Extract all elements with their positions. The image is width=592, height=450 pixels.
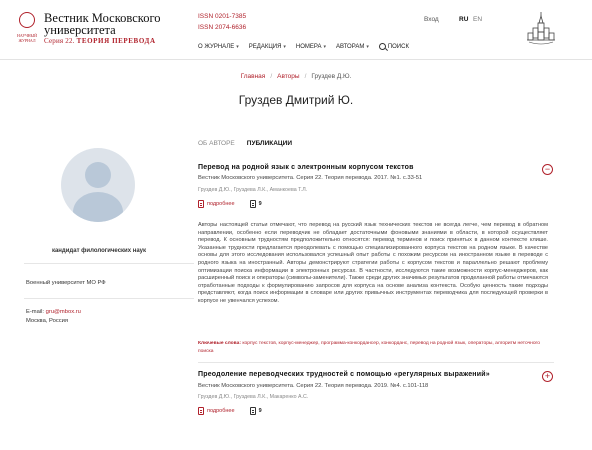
more-link[interactable]: подробнее <box>207 201 235 207</box>
nav-label: АВТОРАМ <box>336 43 365 50</box>
nav-label: РЕДАКЦИЯ <box>248 43 282 50</box>
breadcrumb-current: Груздев Д.Ю. <box>311 73 352 80</box>
breadcrumb-authors[interactable]: Авторы <box>277 73 300 80</box>
email-label: E-mail: <box>26 309 45 315</box>
more-link[interactable]: подробнее <box>207 408 235 414</box>
issn-print: ISSN 0201-7385 <box>198 13 247 20</box>
chevron-down-icon: ▾ <box>366 43 369 50</box>
page-title: Груздев Дмитрий Ю. <box>238 93 354 107</box>
tab-about[interactable]: ОБ АВТОРЕ <box>198 140 235 147</box>
journal-emblem-icon[interactable] <box>16 12 38 46</box>
divider <box>24 298 194 299</box>
emblem-caption: НАУЧНЫЙ ЖУРНАЛ <box>16 33 38 43</box>
journal-series <box>44 37 156 45</box>
nav-issues[interactable] <box>296 44 326 50</box>
article-meta: Вестник Московского университета. Серия 22. Теория перевода. 2019. №4. с.101-118 <box>198 383 429 389</box>
chevron-down-icon: ▾ <box>236 43 239 50</box>
pdf-icon[interactable] <box>198 407 204 415</box>
email-line <box>26 309 81 315</box>
series-name: ТЕОРИЯ ПЕРЕВОДА <box>76 37 156 45</box>
divider <box>198 362 554 363</box>
university-building-icon[interactable] <box>525 11 557 47</box>
collapse-button[interactable]: − <box>542 164 553 175</box>
main-nav <box>198 43 409 50</box>
search-button[interactable] <box>379 43 409 50</box>
nav-label: НОМЕРА <box>295 43 322 50</box>
pdf-icon[interactable] <box>198 200 204 208</box>
avatar-body-shape <box>73 192 123 222</box>
city: Москва, Россия <box>26 318 69 324</box>
article-actions <box>198 200 262 208</box>
lang-en[interactable]: EN <box>473 16 483 23</box>
breadcrumb-separator: / <box>270 73 273 80</box>
tab-publications[interactable]: ПУБЛИКАЦИИ <box>246 140 292 147</box>
nav-label: О ЖУРНАЛЕ <box>198 43 235 50</box>
site-header <box>0 0 592 60</box>
article-authors: Груздев Д.Ю., Груздева Л.К., Макаренко А.С. <box>198 394 309 400</box>
email-link[interactable]: gru@mbox.ru <box>45 309 81 315</box>
article-keywords <box>198 340 550 355</box>
keywords-list: корпус текстов, корпус-менеджер, программа-конкордансер, конкорданс, перевод на родной язык, операторы, алгоритм неточного поиска <box>198 341 540 354</box>
article-authors: Груздев Д.Ю., Груздева Л.К., Аманкоева Т.Л. <box>198 187 308 193</box>
breadcrumb <box>0 73 592 80</box>
article-meta: Вестник Московского университета. Серия 22. Теория перевода. 2017. №1. с.33-51 <box>198 175 423 181</box>
login-link[interactable]: Вход <box>424 16 439 23</box>
article-title[interactable]: Перевод на родной язык с электронным корпусом текстов <box>198 164 414 171</box>
search-icon <box>379 43 386 50</box>
expand-button[interactable]: + <box>542 371 553 382</box>
nav-for-authors[interactable] <box>336 44 369 50</box>
series-prefix: Серия 22. <box>44 37 75 45</box>
article-title[interactable]: Преодоление переводческих трудностей с помощью «регулярных выражений» <box>198 371 490 378</box>
academic-degree: кандидат филологических наук <box>51 248 147 254</box>
document-icon <box>250 200 256 208</box>
breadcrumb-separator: / <box>304 73 307 80</box>
organization: Военный университет МО РФ <box>26 280 106 286</box>
journal-title[interactable]: Вестник Московского университета <box>44 11 161 37</box>
avatar <box>61 148 135 222</box>
keywords-label: Ключевые слова: <box>198 341 241 346</box>
lang-ru[interactable]: RU <box>459 16 469 23</box>
views-count: 9 <box>258 201 262 207</box>
nav-editorial[interactable] <box>249 44 286 50</box>
article-abstract: Авторы настоящей статьи отмечают, что перевод на русский язык технических текстов не всегда легче, чем перевод в обратном направлении, особенно если переводчик не обладает достаточными фоновыми знаниями в области, в которой осуществляет перевод. К основным трудностям предположительно относятся: перевод терминов и поиск принятых в данном контексте клише. Указанные трудности предлагается преодолевать с помощью специализированного корпуса текстов на родном языке. В качестве основы для этого исследования использовался успешный опыт работы с похожим ресурсом на иностранном языке в переводе с родного языка на иностранный. Авторы демонстрируют стратегии работы с корпусом текстов и параллельно решают проблему оптимизации поиска информации в электронных ресурсах. В частности, исследуются такие возможности корпус-менеджеров, как расширенный поиск и операторы (символы-заменители). Также среди других значимых результатов проделанной работы отмечаются отработанные подходы к формулированию запросов для корпуса на основе анализа контекста. Особую ценность такие подходы представляют, когда поиск информации в словаре или других привычных инструментах переводчика для последующей проверки в корпусе не увенчался успехом. <box>198 222 548 304</box>
article-actions <box>198 407 262 415</box>
tabs <box>198 140 292 147</box>
views-count: 9 <box>258 408 262 414</box>
search-label: ПОИСК <box>387 43 409 50</box>
document-icon <box>250 407 256 415</box>
divider <box>24 263 194 264</box>
avatar-head-shape <box>85 162 111 188</box>
issn-online: ISSN 2074-6636 <box>198 24 247 31</box>
chevron-down-icon: ▾ <box>283 43 286 50</box>
nav-about-journal[interactable] <box>198 44 239 50</box>
chevron-down-icon: ▾ <box>323 43 327 50</box>
breadcrumb-home[interactable]: Главная <box>240 73 266 80</box>
